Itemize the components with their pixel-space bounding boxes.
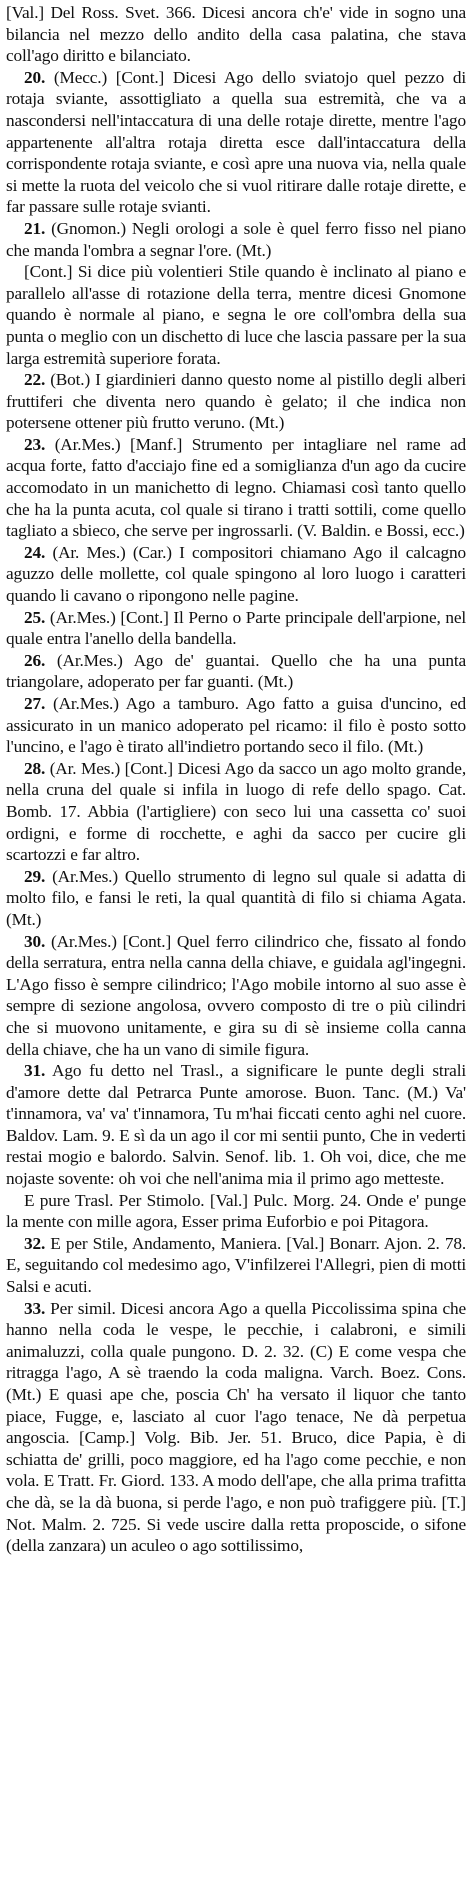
entry-text: (Ar. Mes.) [Cont.] Dicesi Ago da sacco un ago molto grande, nella cruna del quale si infila in luogo di refe dello spago. Cat. Bomb. 17. Abbia (l'artigliere) con seco lui una cassetta co' suoi ordigni, e forme di rocchette, e aghi da sacco per cucire gli scartozzi e far altro. (6, 758, 466, 865)
entry-list (6, 2, 466, 1557)
dictionary-entry (6, 1233, 466, 1298)
dictionary-entry (6, 866, 466, 931)
dictionary-entry (6, 218, 466, 369)
entry-text: [Val.] Del Ross. Svet. 366. Dicesi ancora ch'e' vide in sogno una bilancia nel mezzo dello andito della casa palatina, che stava coll'ago diritto e bilanciato. (6, 3, 466, 66)
dictionary-entry (6, 607, 466, 650)
entry-text: (Ar.Mes.) [Cont.] Quel ferro cilindrico che, fissato al fondo della serratura, entra nella canna della chiave, e guidala agl'ingegni. L'Ago fisso è sempre cilindrico; l'Ago mobile intorno al suo asse è sempre di sezione angolosa, ovvero composto di tre o più cilindri che si muovono unitamente, e gira su di sè insieme colla canna della chiave, che ha un vano di simile figura. (6, 931, 466, 1059)
entry-number: 32. (24, 1233, 46, 1253)
entry-text: (Bot.) I giardinieri danno questo nome al pistillo degli alberi fruttiferi che diventa nero quando è gelato; il che indica non potersene ottener più frutto veruno. (Mt.) (6, 370, 466, 433)
dictionary-entry (6, 67, 466, 218)
entry-number: 28. (24, 758, 46, 778)
entry-number: 27. (24, 694, 46, 713)
entry-number: 26. (24, 650, 46, 670)
dictionary-entry (6, 931, 466, 1061)
entry-text: E per Stile, Andamento, Maniera. [Val.] Bonarr. Ajon. 2. 78. E, seguitando col medesimo ago, V'infilzerei l'Allegri, pien di motti Salsi e acuti. (6, 1233, 467, 1297)
entry-text: (Ar.Mes.) Quello strumento di legno sul quale si adatta di molto filo, e fansi le reti, la qual quantità di filo si chiama Agata. (Mt.) (6, 866, 466, 929)
entry-text: (Ar.Mes.) Ago a tamburo. Ago fatto a guisa d'uncino, ed assicurato in un manico adoperato pel ricamo: il filo è posto sotto l'uncino, e l'ago è tirato all'indietro portando seco il filo. (Mt.) (6, 694, 466, 757)
entry-text: (Gnomon.) Negli orologi a sole è quel ferro fisso nel piano che manda l'ombra a segnar l'ore. (Mt.) (6, 218, 467, 260)
entry-text: Ago fu detto nel Trasl., a significare le punte degli strali d'amore dette dal Petrarca Punte amorose. Buon. Tanc. (M.) Va' t'innamora, va' va' t'innamora, Tu m'hai ficcati cento aghi nel cuore. Baldov. Lam. 9. E sì da un ago il cor mi sentii punto, Che in vederti restai mogio e balordo. Salvin. Senof. lib. 1. Oh voi, dice, che me nojaste sovente: oh voi che nell'anima mia il primo ago metteste. (6, 1061, 466, 1189)
entry-number: 21. (24, 218, 46, 238)
dictionary-entry (6, 542, 466, 607)
entry-text: (Ar. Mes.) (Car.) I compositori chiamano Ago il calcagno aguzzo delle mollette, col quale spingono al loro luogo i caratteri quando li cavano o ripongono nelle pagine. (6, 542, 466, 606)
entry-number: 25. (24, 607, 46, 627)
entry-number: 24. (24, 542, 46, 562)
entry-text: (Mecc.) [Cont.] Dicesi Ago dello sviatojo quel pezzo di rotaja sviante, assottigliato a quella sua estremità, che va a nascondersi nell'intaccatura di una delle rotaje dirette, mentre l'ago appartenente all'altra rotaja diretta esce dall'intaccatura della corrispondente rotaja sviante, e così apre una nuova via, nella quale si mette la ruota del veicolo che si vuol ritirare dalle rotaje dirette, e far passare sulle rotaje svianti. (6, 67, 466, 217)
entry-number: 29. (24, 866, 46, 886)
entry-number: 30. (24, 931, 46, 951)
entry-number: 31. (24, 1061, 46, 1081)
entry-text: (Ar.Mes.) Ago de' guantai. Quello che ha una punta triangolare, adoperato per far guanti. (Mt.) (6, 650, 467, 692)
entry-continuation: [Cont.] Si dice più volentieri Stile quando è inclinato al piano e parallelo all'asse di rotazione della terra, mentre dicesi Gnomone quando è normale al piano, e segna le ore coll'ombra della sua punta o meglio con un dischetto di luce che lascia passare per la sua larga estremità superiore forata. (6, 262, 466, 368)
entry-text: (Ar.Mes.) [Cont.] Il Perno o Parte principale dell'arpione, nel quale entra l'anello della bandella. (6, 607, 467, 649)
entry-continuation: E pure Trasl. Per Stimolo. [Val.] Pulc. Morg. 24. Onde e' punge la mente con mille agora, Esser prima Euforbio e poi Pitagora. (6, 1190, 466, 1232)
dictionary-entry (6, 758, 466, 866)
entry-number: 22. (24, 370, 46, 390)
dictionary-entry (6, 434, 466, 542)
entry-text: Per simil. Dicesi ancora Ago a quella Piccolissima spina che hanno nella coda le vespe, le pecchie, i calabroni, e simili animaluzzi, colla quale pungono. D. 2. 32. (C) E come vespa che ritragga l'ago, A sè traendo la coda maligna. Varch. Boez. Cons. (Mt.) E quasi ape che, poscia Ch' ha versato il liquor che tanto piace, Fugge, e, lasciato al cuor l'ago tenace, Ne dà perpetua angoscia. [Camp.] Volg. Bib. Jer. 51. Bruco, dice Papia, è di schiatta de' grilli, poco maggiore, ed ha l'ago come pecchie, e non vola. E Tratt. Fr. Giord. 133. A modo dell'ape, che alla prima trafitta che dà, se la dà buona, si perde l'ago, e non può trafiggere più. [T.] Not. Malm. 2. 725. Si vede uscire dalla retta proposcide, o sifone (della zanzara) un aculeo o ago sottilissimo, (6, 1298, 466, 1556)
dictionary-entry (6, 369, 466, 434)
entry-text: (Ar.Mes.) [Manf.] Strumento per intagliare nel rame ad acqua forte, fatto d'acciajo fine ed a somiglianza d'un ago da cucire accomodato in un manichetto di legno. Chiamasi così tanto quello che ha la punta acuta, col quale si tirano i tratti sottili, come quello tagliato a sbieco, che serve per ingrossarli. (V. Baldin. e Bossi, ecc.) (6, 434, 466, 541)
entry-number: 23. (24, 434, 46, 454)
entry-number: 33. (24, 1298, 46, 1318)
dictionary-entry (6, 650, 466, 693)
dictionary-entry (6, 2, 466, 67)
dictionary-entry (6, 693, 466, 758)
entry-number: 20. (24, 67, 46, 87)
dictionary-entry (6, 1060, 466, 1233)
dictionary-entry (6, 1298, 466, 1557)
